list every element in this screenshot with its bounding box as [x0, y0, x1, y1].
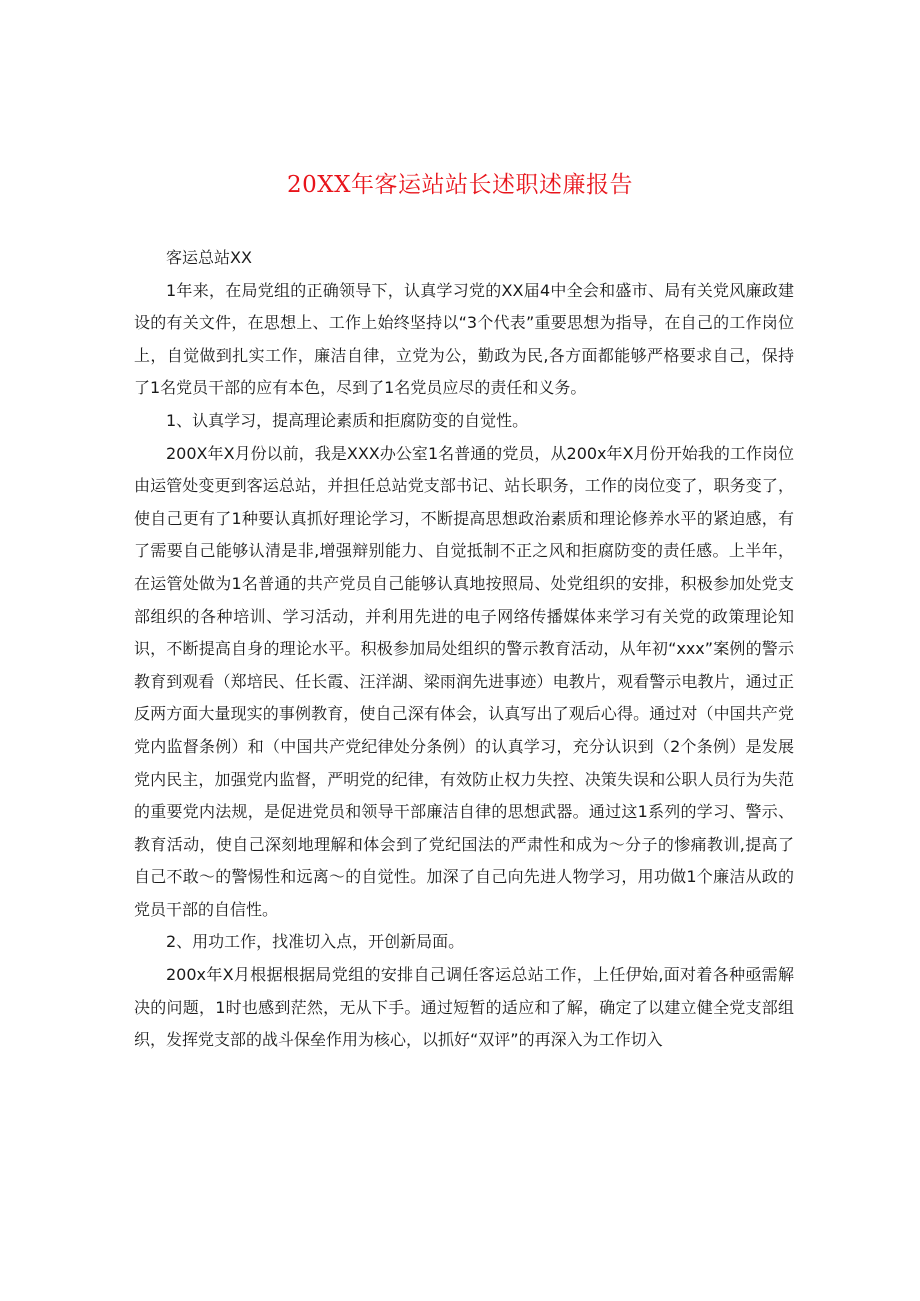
intro-paragraph: 1年来，在局党组的正确领导下，认真学习党的XX届4中全会和盛市、局有关党风廉政建设的有关文件，在思想上、工作上始终坚持以“3个代表”重要思想为指导，在自己的工作岗位上，自觉做到扎实工作，廉洁自律，立党为公，勤政为民,各方面都能够严格要求自己，保持了1名党员干部的应有本色，尽到了1名党员应尽的责任和义务。 — [134, 280, 794, 398]
section-heading-1: 1、认真学习，提高理论素质和拒腐防变的自觉性。 — [166, 410, 529, 430]
author-line: 客运总站XX — [166, 248, 252, 267]
document-title: 20XX年客运站站长述职述廉报告 — [286, 172, 633, 198]
section-2-paragraph: 200x年X月根据根据局党组的安排自己调任客运总站工作，上任伊始,面对着各种亟需解决的问题，1时也感到茫然，无从下手。通过短暂的适应和了解，确定了以建立健全党支部组织，发挥党支部的战斗保垒作用为核心，以抓好“双评”的再深入为工作切入 — [134, 965, 794, 1050]
section-heading-2: 2、用功工作，找准切入点，开创新局面。 — [166, 932, 465, 952]
document-body — [134, 242, 794, 1057]
section-1-paragraph: 200X年X月份以前，我是XXX办公室1名普通的党员，从200x年X月份开始我的工作岗位由运管处变更到客运总站，并担任总站党支部书记、站长职务，工作的岗位变了，职务变了，使自己更有了1种要认真抓好理论学习，不断提高思想政治素质和理论修养水平的紧迫感，有了需要自己能够认清是非,增强辩别能力、自觉抵制不正之风和拒腐防变的责任感。上半年，在运管处做为1名普通的共产党员自己能够认真地按照局、处党组织的安排，积极参加处党支部组织的各种培训、学习活动，并利用先进的电子网络传播媒体来学习有关党的政策理论知识，不断提高自身的理论水平。积极参加局处组织的警示教育活动，从年初“xxx”案例的警示教育到观看（郑培民、任长霞、汪洋湖、梁雨润先进事迹）电教片，观看警示电教片，通过正反两方面大量现实的事例教育，使自己深有体会，认真写出了观后心得。通过对（中国共产党党内监督条例）和（中国共产党纪律处分条例）的认真学习，充分认识到（2个条例）是发展党内民主，加强党内监督，严明党的纪律，有效防止权力失控、决策失误和公职人员行为失范的重要党内法规，是促进党员和领导干部廉洁自律的思想武器。通过这1系列的学习、警示、教育活动，使自己深刻地理解和体会到了党纪国法的严肃性和成为～分子的惨痛教训,提高了自己不敢～的警惕性和远离～的自觉性。加深了自己向先进人物学习，用功做1个廉洁从政的党员干部的自信性。 — [134, 443, 794, 919]
